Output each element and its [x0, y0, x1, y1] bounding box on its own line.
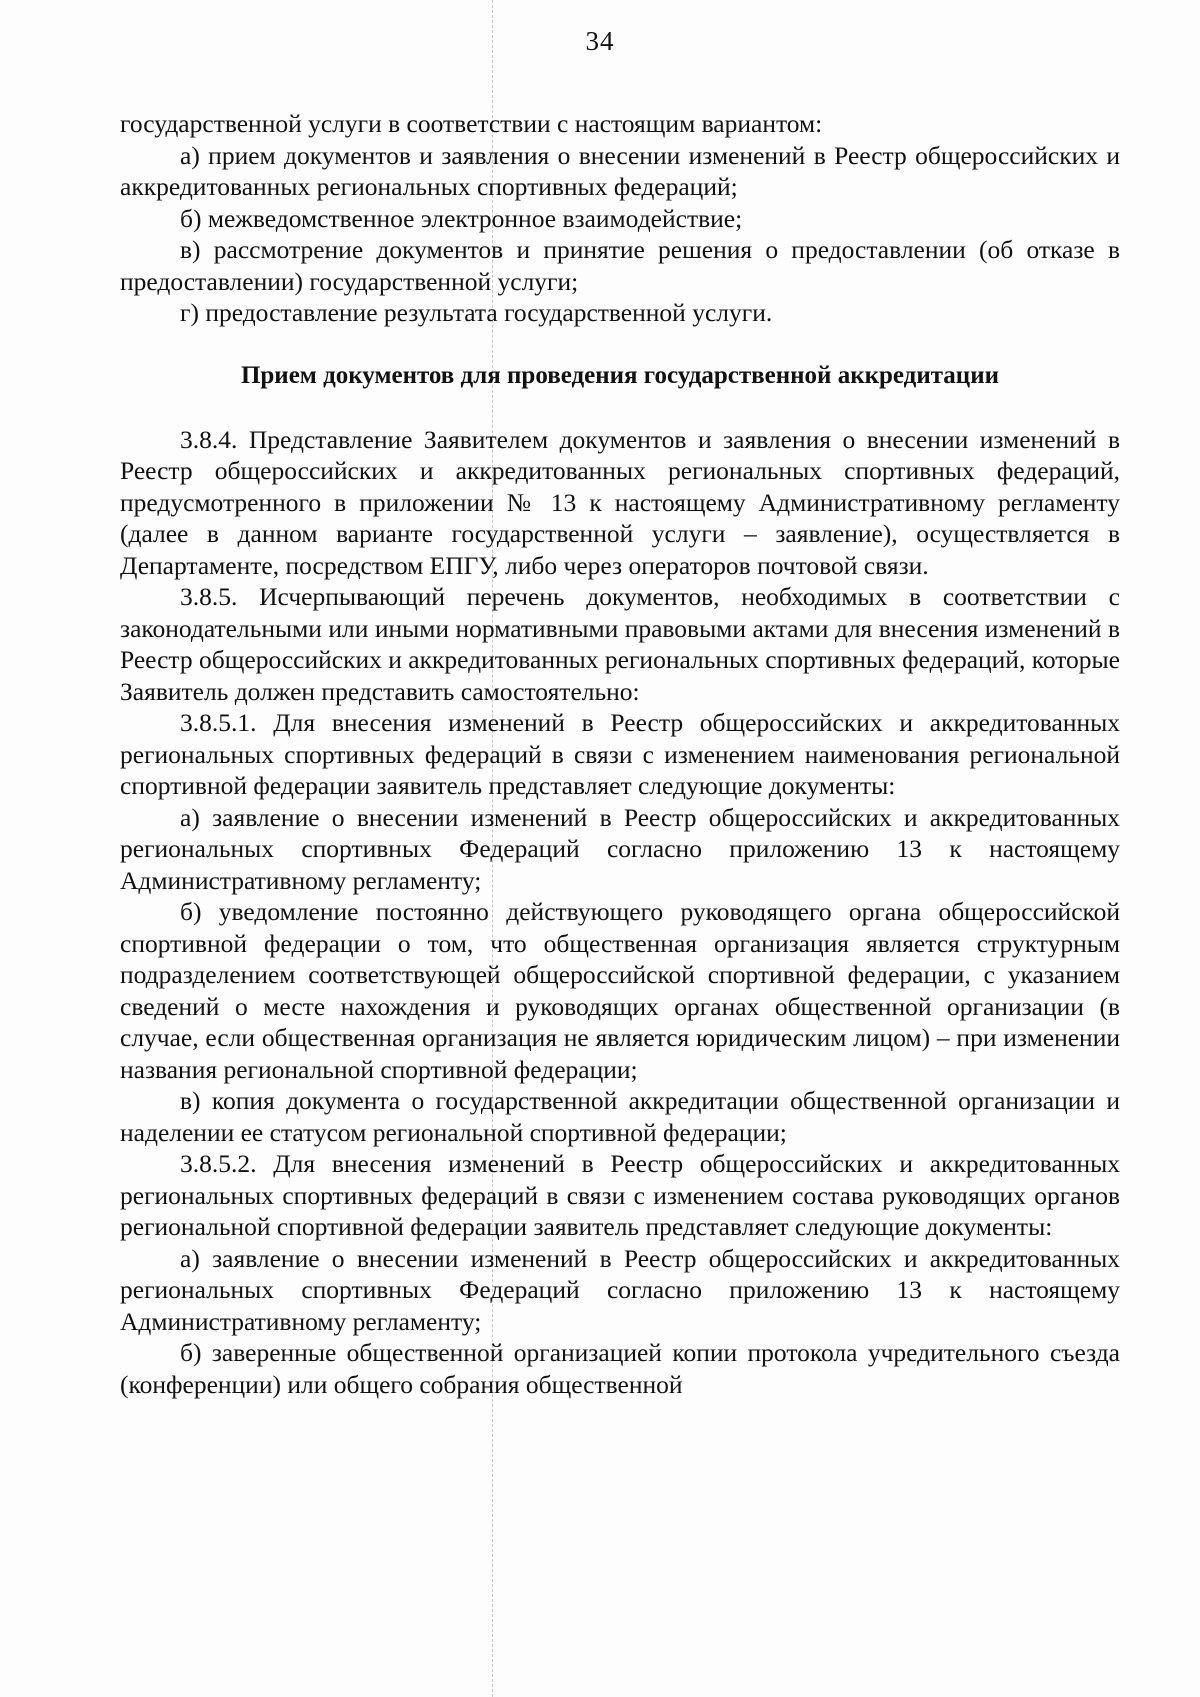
body-paragraph: в) копия документа о государственной аккредитации общественной организации и наделении ее статусом региональной спортивной федерации; [120, 1086, 1120, 1147]
body-paragraph: а) заявление о внесении изменений в Реестр общероссийских и аккредитованных региональных спортивных Федераций согласно приложению 13 к настоящему Административному регламенту; [120, 1243, 1120, 1336]
body-paragraph: б) уведомление постоянно действующего руководящего органа общероссийской спортивной федерации о том, что общественная организация является структурным подразделением соответствующей общероссийской спортивной федерации, с указанием сведений о месте нахождения и руководящих органах общественной организации (в случае, если общественная организация не является юридическим лицом) – при изменении названия региональной спортивной федерации; [120, 897, 1120, 1084]
body-paragraph: а) заявление о внесении изменений в Реестр общероссийских и аккредитованных региональных спортивных Федераций согласно приложению 13 к настоящему Административному регламенту; [120, 802, 1120, 895]
intro-paragraph: государственной услуги в соответствии с настоящим вариантом: [120, 109, 823, 138]
page-number: 34 [585, 26, 615, 56]
body-paragraph: б) заверенные общественной организацией копии протокола учредительного съезда (конференции) или общего собрания общественной [120, 1338, 1120, 1399]
intro-paragraph: а) прием документов и заявления о внесении изменений в Реестр общероссийских и аккредитованных региональных спортивных федераций; [120, 140, 1120, 201]
intro-block [120, 108, 1120, 329]
body-paragraph: 3.8.5.1. Для внесения изменений в Реестр общероссийских и аккредитованных региональных спортивных федераций в связи с изменением наименования региональной спортивной федерации заявитель представляет следующие документы: [120, 708, 1120, 800]
body-block [120, 424, 1120, 1401]
body-paragraph: 3.8.5.2. Для внесения изменений в Реестр общероссийских и аккредитованных региональных спортивных федераций в связи с изменением состава руководящих органов региональной спортивной федерации заявитель представляет следующие документы: [120, 1149, 1120, 1241]
intro-paragraph: в) рассмотрение документов и принятие решения о предоставлении (об отказе в предоставлении) государственной услуги; [120, 235, 1120, 296]
section-heading: Прием документов для проведения государственной аккредитации [240, 361, 1000, 389]
intro-paragraph: б) межведомственное электронное взаимодействие; [180, 203, 743, 233]
body-paragraph: 3.8.5. Исчерпывающий перечень документов, необходимых в соответствии с законодательными или иными нормативными правовыми актами для внесения изменений в Реестр общероссийских и аккредитованных региональных спортивных федераций, которые Заявитель должен представить самостоятельно: [120, 582, 1120, 706]
intro-paragraph: г) предоставление результата государственной услуги. [180, 298, 773, 327]
body-paragraph: 3.8.4. Представление Заявителем документов и заявления о внесении изменений в Реестр общероссийских и аккредитованных региональных спортивных федераций, предусмотренного в приложении № 13 к настоящему Административному регламенту (далее в данном варианте государственной услуги – заявление), осуществляется в Департаменте, посредством ЕПГУ, либо через операторов почтовой связи. [120, 424, 1120, 580]
document-body [120, 108, 1120, 1400]
